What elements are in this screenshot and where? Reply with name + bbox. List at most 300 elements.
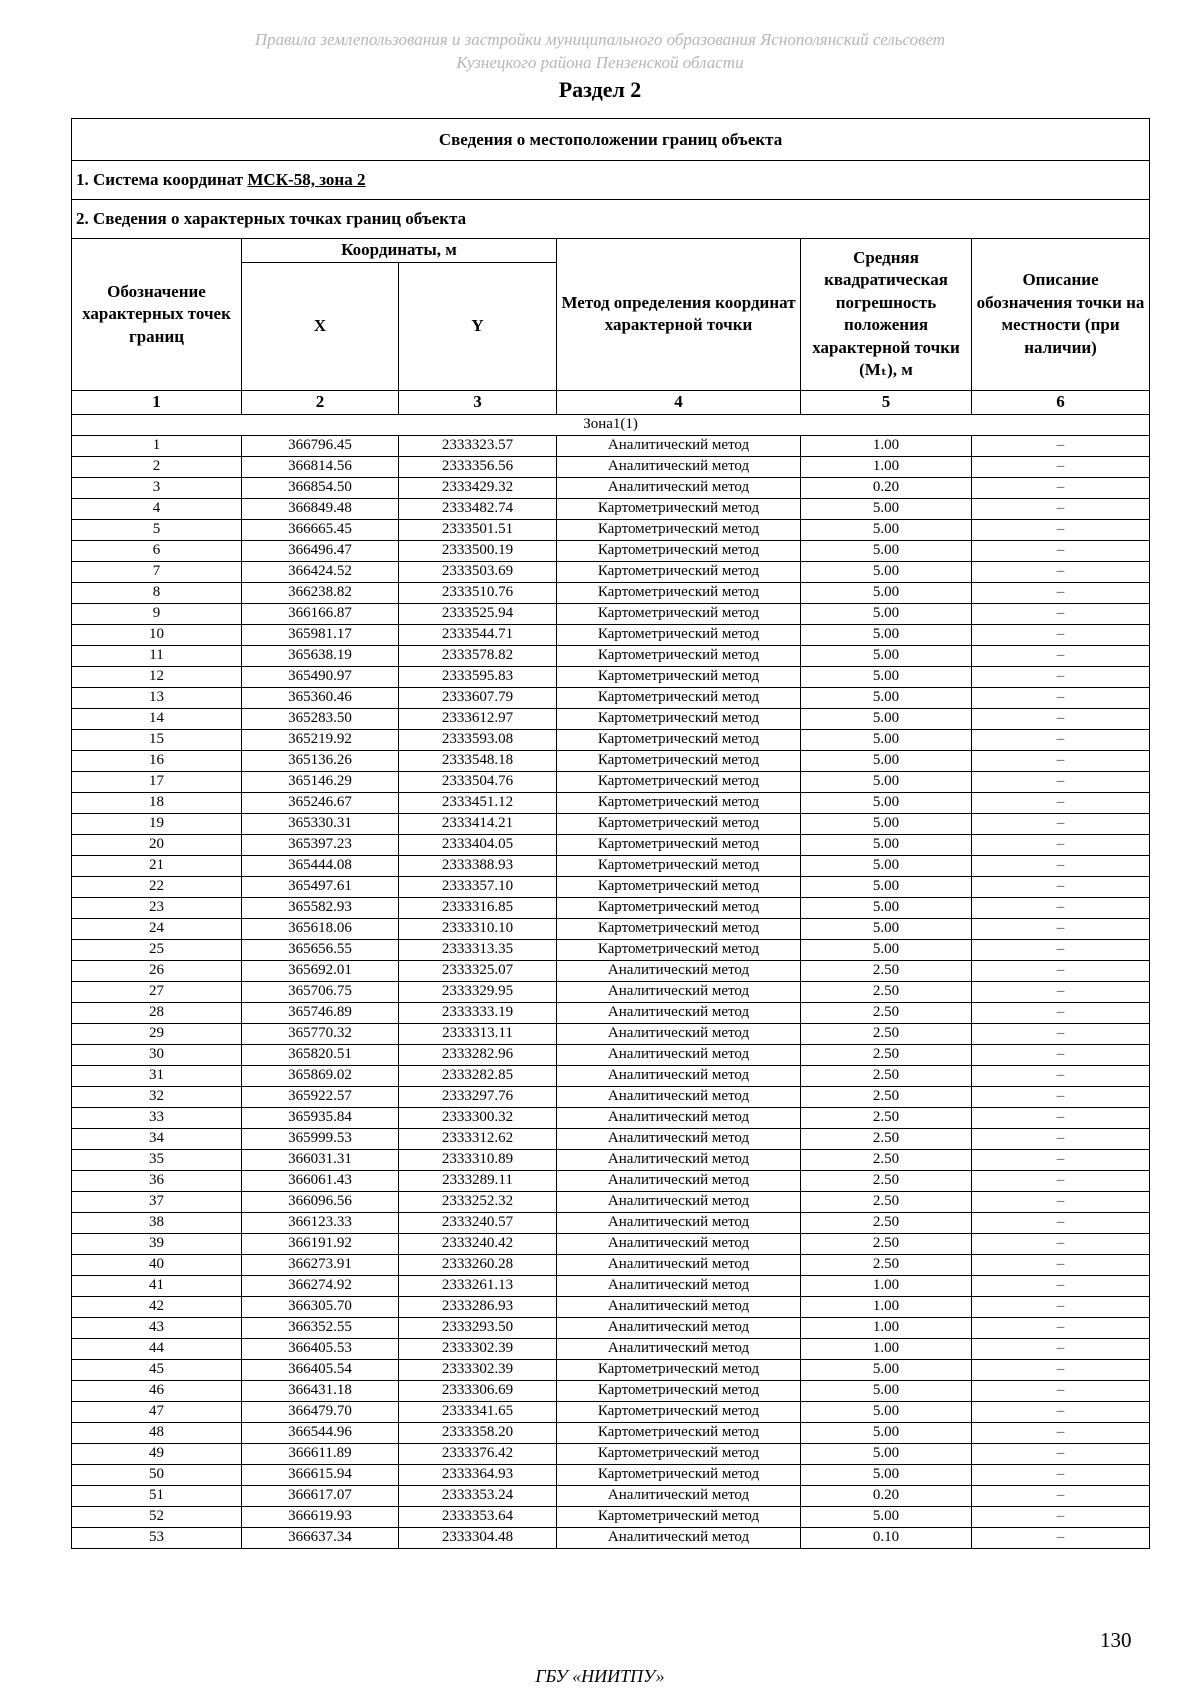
cell-description: – <box>972 624 1150 645</box>
cell-description: – <box>972 960 1150 981</box>
table-row <box>72 897 1150 918</box>
cell-description: – <box>972 834 1150 855</box>
cell-coord-y: 2333316.85 <box>399 897 557 918</box>
cell-point-id: 8 <box>72 582 242 603</box>
table-row <box>72 750 1150 771</box>
cell-point-id: 50 <box>72 1464 242 1485</box>
cell-point-id: 48 <box>72 1422 242 1443</box>
cell-coord-y: 2333544.71 <box>399 624 557 645</box>
cell-coord-x: 365283.50 <box>242 708 399 729</box>
boundary-points-table <box>71 118 1150 1549</box>
cell-coord-x: 366123.33 <box>242 1212 399 1233</box>
cell-point-id: 16 <box>72 750 242 771</box>
table-row <box>72 1317 1150 1338</box>
cell-mean-error: 5.00 <box>801 645 972 666</box>
cell-method: Картометрический метод <box>557 624 801 645</box>
cell-coord-y: 2333282.96 <box>399 1044 557 1065</box>
cell-method: Картометрический метод <box>557 1464 801 1485</box>
table-row <box>72 771 1150 792</box>
cell-coord-x: 366405.54 <box>242 1359 399 1380</box>
cell-method: Аналитический метод <box>557 1170 801 1191</box>
cell-point-id: 44 <box>72 1338 242 1359</box>
cell-point-id: 47 <box>72 1401 242 1422</box>
cell-mean-error: 2.50 <box>801 981 972 1002</box>
cell-coord-x: 365869.02 <box>242 1065 399 1086</box>
cell-coord-x: 366637.34 <box>242 1527 399 1548</box>
cell-coord-x: 365444.08 <box>242 855 399 876</box>
cell-mean-error: 5.00 <box>801 792 972 813</box>
cell-method: Аналитический метод <box>557 1023 801 1044</box>
header-designation: Обозначение характерных точек границ <box>72 239 242 391</box>
table-row <box>72 1275 1150 1296</box>
table-row <box>72 1128 1150 1149</box>
cell-coord-x: 365136.26 <box>242 750 399 771</box>
cell-mean-error: 1.00 <box>801 1338 972 1359</box>
header-x: X <box>242 262 399 390</box>
cell-description: – <box>972 897 1150 918</box>
table-caption: Сведения о местоположении границ объекта <box>72 119 1150 161</box>
cell-method: Аналитический метод <box>557 1044 801 1065</box>
cell-coord-x: 366849.48 <box>242 498 399 519</box>
cell-coord-y: 2333388.93 <box>399 855 557 876</box>
cell-coord-y: 2333341.65 <box>399 1401 557 1422</box>
table-row <box>72 582 1150 603</box>
cell-coord-x: 365360.46 <box>242 687 399 708</box>
cell-point-id: 40 <box>72 1254 242 1275</box>
cell-coord-x: 365219.92 <box>242 729 399 750</box>
cell-coord-x: 365922.57 <box>242 1086 399 1107</box>
cell-mean-error: 5.00 <box>801 834 972 855</box>
cell-method: Картометрический метод <box>557 687 801 708</box>
table-row <box>72 1044 1150 1065</box>
cell-point-id: 39 <box>72 1233 242 1254</box>
table-row <box>72 981 1150 1002</box>
cell-description: – <box>972 1023 1150 1044</box>
cell-coord-y: 2333500.19 <box>399 540 557 561</box>
cell-coord-y: 2333548.18 <box>399 750 557 771</box>
cell-description: – <box>972 1233 1150 1254</box>
cell-mean-error: 5.00 <box>801 876 972 897</box>
table-row <box>72 1191 1150 1212</box>
cell-mean-error: 5.00 <box>801 498 972 519</box>
cell-coord-x: 365656.55 <box>242 939 399 960</box>
cell-description: – <box>972 1359 1150 1380</box>
cell-method: Картометрический метод <box>557 1422 801 1443</box>
cell-method: Аналитический метод <box>557 1338 801 1359</box>
cell-description: – <box>972 750 1150 771</box>
cell-method: Аналитический метод <box>557 1296 801 1317</box>
cell-coord-y: 2333289.11 <box>399 1170 557 1191</box>
cell-mean-error: 2.50 <box>801 1086 972 1107</box>
cell-description: – <box>972 1338 1150 1359</box>
table-row <box>72 519 1150 540</box>
table-row <box>72 1485 1150 1506</box>
table-row <box>72 1506 1150 1527</box>
cell-coord-y: 2333310.10 <box>399 918 557 939</box>
cell-coord-x: 365706.75 <box>242 981 399 1002</box>
cell-coord-x: 365935.84 <box>242 1107 399 1128</box>
cell-method: Аналитический метод <box>557 435 801 456</box>
cell-coord-x: 365999.53 <box>242 1128 399 1149</box>
cell-point-id: 23 <box>72 897 242 918</box>
cell-description: – <box>972 435 1150 456</box>
header-error: Средняя квадратическая погрешность положения характерной точки (Mₜ), м <box>801 239 972 391</box>
cell-point-id: 22 <box>72 876 242 897</box>
cell-mean-error: 0.20 <box>801 1485 972 1506</box>
cell-coord-y: 2333356.56 <box>399 456 557 477</box>
cell-description: – <box>972 1086 1150 1107</box>
table-row <box>72 1107 1150 1128</box>
cell-description: – <box>972 1212 1150 1233</box>
table-row <box>72 1233 1150 1254</box>
table-row <box>72 498 1150 519</box>
cell-description: – <box>972 1065 1150 1086</box>
cell-coord-x: 366796.45 <box>242 435 399 456</box>
cell-coord-y: 2333376.42 <box>399 1443 557 1464</box>
cell-coord-x: 366238.82 <box>242 582 399 603</box>
cell-coord-y: 2333261.13 <box>399 1275 557 1296</box>
cell-method: Картометрический метод <box>557 1506 801 1527</box>
cell-method: Картометрический метод <box>557 1380 801 1401</box>
header-y: Y <box>399 262 557 390</box>
cell-coord-x: 366096.56 <box>242 1191 399 1212</box>
cell-point-id: 43 <box>72 1317 242 1338</box>
cell-coord-y: 2333286.93 <box>399 1296 557 1317</box>
cell-coord-y: 2333260.28 <box>399 1254 557 1275</box>
cell-point-id: 7 <box>72 561 242 582</box>
cell-coord-y: 2333607.79 <box>399 687 557 708</box>
cell-point-id: 4 <box>72 498 242 519</box>
cell-point-id: 18 <box>72 792 242 813</box>
cell-coord-y: 2333593.08 <box>399 729 557 750</box>
cell-mean-error: 5.00 <box>801 1380 972 1401</box>
header-description: Описание обозначения точки на местности (при наличии) <box>972 239 1150 391</box>
cell-coord-x: 365692.01 <box>242 960 399 981</box>
cell-method: Аналитический метод <box>557 981 801 1002</box>
cell-coord-x: 366854.50 <box>242 477 399 498</box>
cell-mean-error: 5.00 <box>801 666 972 687</box>
cell-coord-x: 366274.92 <box>242 1275 399 1296</box>
cell-description: – <box>972 603 1150 624</box>
table-row <box>72 1086 1150 1107</box>
table-row <box>72 435 1150 456</box>
cell-description: – <box>972 456 1150 477</box>
cell-description: – <box>972 981 1150 1002</box>
cell-coord-y: 2333482.74 <box>399 498 557 519</box>
cell-method: Картометрический метод <box>557 666 801 687</box>
cell-coord-y: 2333329.95 <box>399 981 557 1002</box>
cell-point-id: 17 <box>72 771 242 792</box>
cell-coord-y: 2333252.32 <box>399 1191 557 1212</box>
table-row <box>72 561 1150 582</box>
header-coordinates: Координаты, м <box>242 239 557 263</box>
cell-method: Картометрический метод <box>557 603 801 624</box>
cell-method: Картометрический метод <box>557 729 801 750</box>
cell-description: – <box>972 477 1150 498</box>
cell-coord-y: 2333333.19 <box>399 1002 557 1023</box>
cell-mean-error: 2.50 <box>801 960 972 981</box>
cell-point-id: 37 <box>72 1191 242 1212</box>
cell-mean-error: 0.20 <box>801 477 972 498</box>
cell-description: – <box>972 498 1150 519</box>
table-row <box>72 1254 1150 1275</box>
cell-point-id: 28 <box>72 1002 242 1023</box>
cell-coord-x: 366305.70 <box>242 1296 399 1317</box>
cell-mean-error: 5.00 <box>801 729 972 750</box>
cell-point-id: 34 <box>72 1128 242 1149</box>
cell-description: – <box>972 1401 1150 1422</box>
cell-mean-error: 5.00 <box>801 1464 972 1485</box>
cell-point-id: 49 <box>72 1443 242 1464</box>
cell-description: – <box>972 1149 1150 1170</box>
cell-coord-y: 2333297.76 <box>399 1086 557 1107</box>
cell-coord-y: 2333353.64 <box>399 1506 557 1527</box>
table-row <box>72 1464 1150 1485</box>
table-row <box>72 1149 1150 1170</box>
table-row <box>72 1023 1150 1044</box>
table-row <box>72 855 1150 876</box>
cell-coord-x: 365330.31 <box>242 813 399 834</box>
cell-coord-y: 2333358.20 <box>399 1422 557 1443</box>
column-number-row <box>72 390 1150 414</box>
column-number: 2 <box>242 390 399 414</box>
cell-method: Картометрический метод <box>557 1401 801 1422</box>
table-row <box>72 708 1150 729</box>
cell-description: – <box>972 876 1150 897</box>
cell-coord-x: 366405.53 <box>242 1338 399 1359</box>
table-row <box>72 813 1150 834</box>
cell-method: Картометрический метод <box>557 855 801 876</box>
cell-point-id: 21 <box>72 855 242 876</box>
table-row <box>72 729 1150 750</box>
cell-coord-x: 366352.55 <box>242 1317 399 1338</box>
cell-coord-x: 365981.17 <box>242 624 399 645</box>
table-row <box>72 540 1150 561</box>
cell-method: Аналитический метод <box>557 477 801 498</box>
cell-point-id: 30 <box>72 1044 242 1065</box>
cell-mean-error: 2.50 <box>801 1107 972 1128</box>
cell-mean-error: 2.50 <box>801 1128 972 1149</box>
cell-mean-error: 5.00 <box>801 561 972 582</box>
cell-coord-x: 366431.18 <box>242 1380 399 1401</box>
cell-coord-x: 365618.06 <box>242 918 399 939</box>
table-row <box>72 1527 1150 1548</box>
cell-coord-x: 365638.19 <box>242 645 399 666</box>
cell-method: Картометрический метод <box>557 750 801 771</box>
cell-point-id: 29 <box>72 1023 242 1044</box>
table-row <box>72 666 1150 687</box>
cell-mean-error: 5.00 <box>801 750 972 771</box>
cell-coord-x: 366031.31 <box>242 1149 399 1170</box>
cell-description: – <box>972 1485 1150 1506</box>
cell-point-id: 26 <box>72 960 242 981</box>
table-row <box>72 918 1150 939</box>
cell-point-id: 41 <box>72 1275 242 1296</box>
cell-description: – <box>972 687 1150 708</box>
coordinate-system-value: МСК-58, зона 2 <box>247 170 366 189</box>
cell-description: – <box>972 1254 1150 1275</box>
cell-point-id: 6 <box>72 540 242 561</box>
cell-description: – <box>972 1380 1150 1401</box>
cell-coord-x: 366665.45 <box>242 519 399 540</box>
cell-mean-error: 2.50 <box>801 1212 972 1233</box>
cell-mean-error: 5.00 <box>801 855 972 876</box>
cell-coord-y: 2333364.93 <box>399 1464 557 1485</box>
cell-method: Аналитический метод <box>557 1086 801 1107</box>
cell-description: – <box>972 729 1150 750</box>
cell-point-id: 36 <box>72 1170 242 1191</box>
zone-label: Зона1(1) <box>72 414 1150 435</box>
cell-point-id: 1 <box>72 435 242 456</box>
cell-coord-x: 365582.93 <box>242 897 399 918</box>
cell-method: Аналитический метод <box>557 1254 801 1275</box>
cell-description: – <box>972 645 1150 666</box>
cell-mean-error: 5.00 <box>801 918 972 939</box>
table-row <box>72 1002 1150 1023</box>
cell-method: Картометрический метод <box>557 792 801 813</box>
coordinate-system-label: 1. Система координат <box>76 170 248 189</box>
column-number: 4 <box>557 390 801 414</box>
page-number: 130 <box>1100 1628 1132 1652</box>
cell-method: Картометрический метод <box>557 876 801 897</box>
cell-mean-error: 5.00 <box>801 1506 972 1527</box>
cell-method: Аналитический метод <box>557 456 801 477</box>
cell-point-id: 38 <box>72 1212 242 1233</box>
column-number: 1 <box>72 390 242 414</box>
cell-mean-error: 5.00 <box>801 771 972 792</box>
cell-coord-y: 2333293.50 <box>399 1317 557 1338</box>
table-row <box>72 834 1150 855</box>
cell-mean-error: 2.50 <box>801 1044 972 1065</box>
cell-description: – <box>972 561 1150 582</box>
cell-coord-y: 2333325.07 <box>399 960 557 981</box>
table-row <box>72 1401 1150 1422</box>
cell-description: – <box>972 792 1150 813</box>
cell-coord-y: 2333404.05 <box>399 834 557 855</box>
cell-method: Аналитический метод <box>557 1149 801 1170</box>
column-number: 3 <box>399 390 557 414</box>
table-row <box>72 939 1150 960</box>
table-row <box>72 477 1150 498</box>
cell-coord-y: 2333302.39 <box>399 1359 557 1380</box>
cell-mean-error: 2.50 <box>801 1149 972 1170</box>
cell-point-id: 25 <box>72 939 242 960</box>
cell-point-id: 32 <box>72 1086 242 1107</box>
cell-coord-x: 366496.47 <box>242 540 399 561</box>
cell-mean-error: 5.00 <box>801 582 972 603</box>
cell-mean-error: 5.00 <box>801 708 972 729</box>
cell-coord-x: 365397.23 <box>242 834 399 855</box>
cell-mean-error: 1.00 <box>801 456 972 477</box>
cell-coord-y: 2333313.35 <box>399 939 557 960</box>
cell-point-id: 20 <box>72 834 242 855</box>
cell-method: Картометрический метод <box>557 582 801 603</box>
cell-description: – <box>972 708 1150 729</box>
cell-description: – <box>972 1317 1150 1338</box>
cell-coord-y: 2333501.51 <box>399 519 557 540</box>
table-row <box>72 876 1150 897</box>
points-section-label: 2. Сведения о характерных точках границ объекта <box>72 200 1150 239</box>
cell-mean-error: 2.50 <box>801 1170 972 1191</box>
table-row <box>72 1380 1150 1401</box>
table-row <box>72 792 1150 813</box>
cell-description: – <box>972 1275 1150 1296</box>
cell-coord-x: 365746.89 <box>242 1002 399 1023</box>
section-title: Раздел 2 <box>558 77 642 102</box>
cell-point-id: 53 <box>72 1527 242 1548</box>
cell-coord-y: 2333306.69 <box>399 1380 557 1401</box>
cell-method: Аналитический метод <box>557 1128 801 1149</box>
cell-description: – <box>972 1128 1150 1149</box>
cell-mean-error: 0.10 <box>801 1527 972 1548</box>
table-row <box>72 1359 1150 1380</box>
table-row <box>72 960 1150 981</box>
cell-method: Картометрический метод <box>557 519 801 540</box>
cell-method: Аналитический метод <box>557 1212 801 1233</box>
cell-description: – <box>972 1296 1150 1317</box>
cell-point-id: 46 <box>72 1380 242 1401</box>
table-row <box>72 1170 1150 1191</box>
cell-method: Картометрический метод <box>557 1443 801 1464</box>
cell-mean-error: 5.00 <box>801 897 972 918</box>
cell-method: Аналитический метод <box>557 1233 801 1254</box>
cell-coord-x: 366191.92 <box>242 1233 399 1254</box>
cell-method: Аналитический метод <box>557 1065 801 1086</box>
cell-method: Картометрический метод <box>557 939 801 960</box>
cell-coord-y: 2333240.57 <box>399 1212 557 1233</box>
cell-coord-x: 366544.96 <box>242 1422 399 1443</box>
cell-coord-x: 366273.91 <box>242 1254 399 1275</box>
cell-point-id: 33 <box>72 1107 242 1128</box>
cell-description: – <box>972 1422 1150 1443</box>
cell-coord-y: 2333353.24 <box>399 1485 557 1506</box>
cell-description: – <box>972 1044 1150 1065</box>
cell-mean-error: 2.50 <box>801 1002 972 1023</box>
cell-coord-x: 365820.51 <box>242 1044 399 1065</box>
cell-coord-x: 366061.43 <box>242 1170 399 1191</box>
table-row <box>72 456 1150 477</box>
cell-point-id: 52 <box>72 1506 242 1527</box>
cell-point-id: 27 <box>72 981 242 1002</box>
footer-organization: ГБУ «НИИТПУ» <box>535 1666 665 1686</box>
table-row <box>72 624 1150 645</box>
cell-description: – <box>972 1506 1150 1527</box>
coordinate-system-line <box>72 161 1150 200</box>
cell-coord-x: 365146.29 <box>242 771 399 792</box>
cell-point-id: 19 <box>72 813 242 834</box>
cell-point-id: 10 <box>72 624 242 645</box>
cell-mean-error: 5.00 <box>801 603 972 624</box>
cell-mean-error: 5.00 <box>801 1401 972 1422</box>
cell-mean-error: 5.00 <box>801 540 972 561</box>
cell-description: – <box>972 519 1150 540</box>
column-number: 6 <box>972 390 1150 414</box>
cell-mean-error: 1.00 <box>801 1317 972 1338</box>
cell-mean-error: 5.00 <box>801 519 972 540</box>
cell-point-id: 3 <box>72 477 242 498</box>
cell-coord-y: 2333612.97 <box>399 708 557 729</box>
cell-method: Картометрический метод <box>557 834 801 855</box>
cell-mean-error: 2.50 <box>801 1065 972 1086</box>
cell-method: Картометрический метод <box>557 498 801 519</box>
cell-method: Картометрический метод <box>557 540 801 561</box>
cell-mean-error: 5.00 <box>801 687 972 708</box>
cell-description: – <box>972 771 1150 792</box>
cell-method: Аналитический метод <box>557 1527 801 1548</box>
cell-point-id: 11 <box>72 645 242 666</box>
cell-coord-y: 2333429.32 <box>399 477 557 498</box>
cell-point-id: 45 <box>72 1359 242 1380</box>
